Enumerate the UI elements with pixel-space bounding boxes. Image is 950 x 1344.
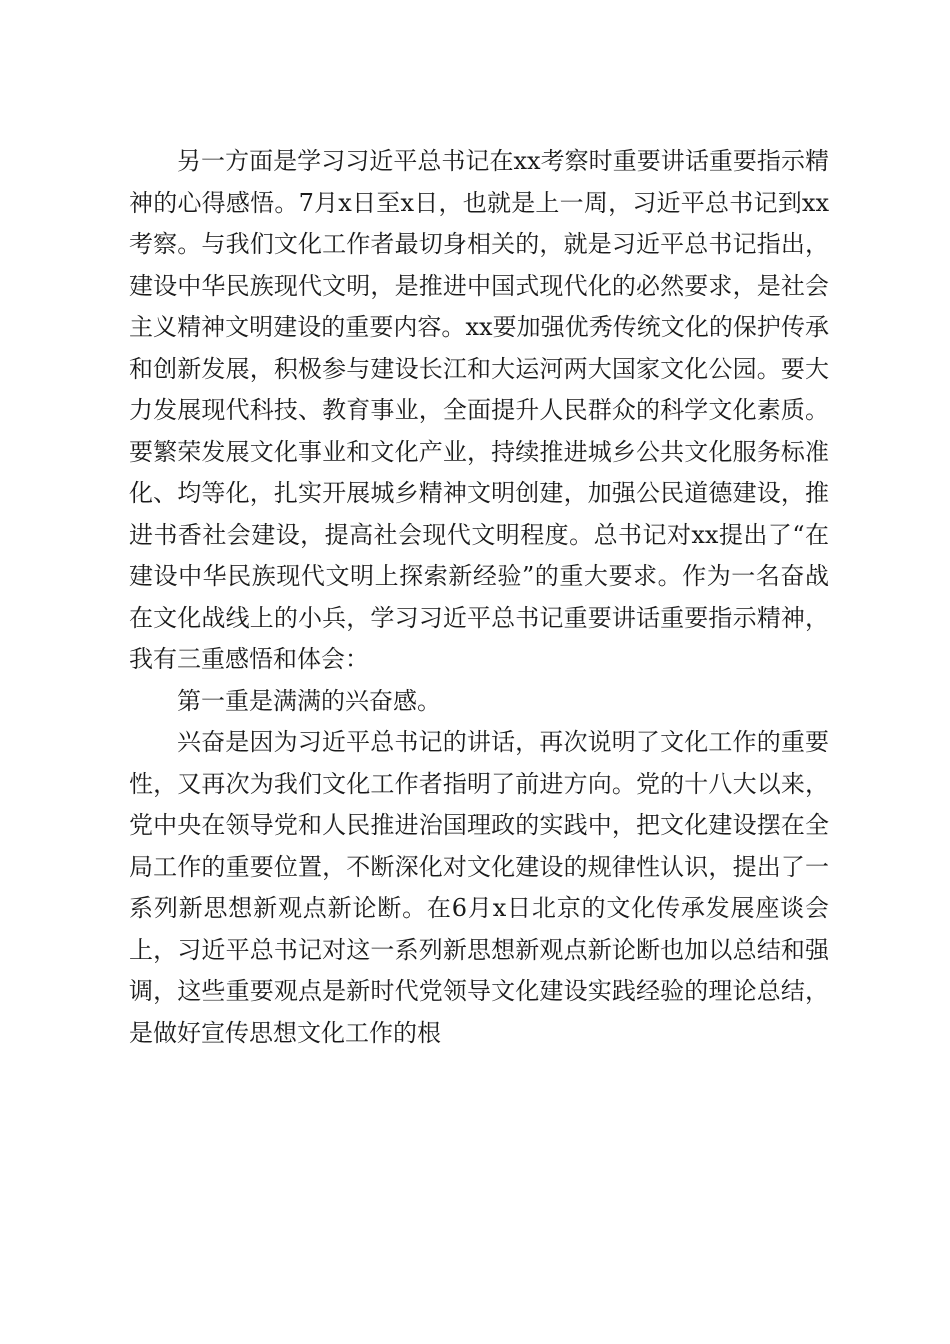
paragraph-intro: 另一方面是学习习近平总书记在xx考察时重要讲话重要指示精神的心得感悟。7月x日至x日，也就是上一周，习近平总书记到xx考察。与我们文化工作者最切身相关的，就是习近平总书记指出，建设中华民族现代文明，是推进中国式现代化的必然要求，是社会主义精神文明建设的重要内容。xx要加强优秀传统文化的保护传承和创新发展，积极参与建设长江和大运河两大国家文化公园。要大力发展现代科技、教育事业，全面提升人民群众的科学文化素质。要繁荣发展文化事业和文化产业，持续推进城乡公共文化服务标准化、均等化，扎实开展城乡精神文明创建，加强公民道德建设，推进书香社会建设，提高社会现代文明程度。总书记对xx提出了“在建设中华民族现代文明上探索新经验”的重大要求。作为一名奋战在文化战线上的小兵，学习习近平总书记重要讲话重要指示精神，我有三重感悟和体会： xyxy=(129,147,829,673)
section-heading: 第一重是满满的兴奋感。 xyxy=(177,686,441,715)
paragraph-excitement: 兴奋是因为习近平总书记的讲话，再次说明了文化工作的重要性，又再次为我们文化工作者指明了前进方向。党的十八大以来，党中央在领导党和人民推进治国理政的实践中，把文化建设摆在全局工作的重要位置，不断深化对文化建设的规律性认识，提出了一系列新思想新观点新论断。在6月x日北京的文化传承发展座谈会上，习近平总书记对这一系列新思想新观点新论断也加以总结和强调，这些重要观点是新时代党领导文化建设实践经验的理论总结，是做好宣传思想文化工作的根 xyxy=(129,728,829,1047)
document-body xyxy=(129,141,829,1054)
